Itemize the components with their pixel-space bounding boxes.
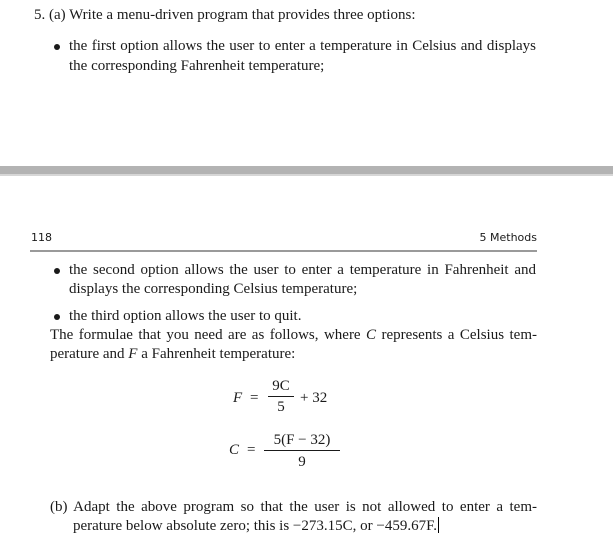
header-rule xyxy=(30,250,537,252)
exercise-5b-line-2: perature below absolute zero; this is −273.15C, or −459.67F. xyxy=(73,518,437,534)
page-break-bar xyxy=(0,166,613,174)
option-1-line-1: the first option allows the user to enter a temperature in Celsius and displays xyxy=(69,38,536,54)
chapter-title: 5 Methods xyxy=(479,231,537,244)
formula-1-lhs: F xyxy=(233,390,243,406)
formula-2-numerator: 5(F − 32) xyxy=(273,432,331,448)
formula-1-numerator: 9C xyxy=(272,378,290,394)
bullet-dot-icon xyxy=(54,268,60,274)
exercise-5a-heading: 5. (a) Write a menu-driven program that provides three options: xyxy=(34,7,416,23)
option-1-line-2: the corresponding Fahrenheit temperature; xyxy=(69,58,325,74)
formulae-intro-line-2: perature and F a Fahrenheit temperature: xyxy=(50,346,296,362)
formula-2-lhs: C xyxy=(229,442,240,458)
formula-1-fraction-bar xyxy=(268,396,294,397)
formulae-intro-line-1: The formulae that you need are as follows, where C represents a Celsius tem- xyxy=(50,327,537,343)
formula-1-plus-constant: + 32 xyxy=(300,390,328,406)
option-2-line-1: the second option allows the user to enter a temperature in Fahrenheit and xyxy=(69,262,536,278)
option-3-line: the third option allows the user to quit. xyxy=(69,308,302,324)
text-cursor xyxy=(438,517,439,533)
formula-2-denominator: 9 xyxy=(298,454,306,470)
exercise-5b-line-1: (b) Adapt the above program so that the user is not allowed to enter a tem- xyxy=(50,499,537,515)
page-number: 118 xyxy=(31,231,52,244)
formula-2-equals: = xyxy=(247,442,256,458)
formula-1-equals: = xyxy=(250,390,259,406)
option-2-line-2: displays the corresponding Celsius temperature; xyxy=(69,281,358,297)
formula-1-denominator: 5 xyxy=(277,399,285,415)
bullet-dot-icon xyxy=(54,44,60,50)
bullet-dot-icon xyxy=(54,314,60,320)
page-break-shadow xyxy=(0,174,613,176)
formula-2-fraction-bar xyxy=(264,450,340,451)
